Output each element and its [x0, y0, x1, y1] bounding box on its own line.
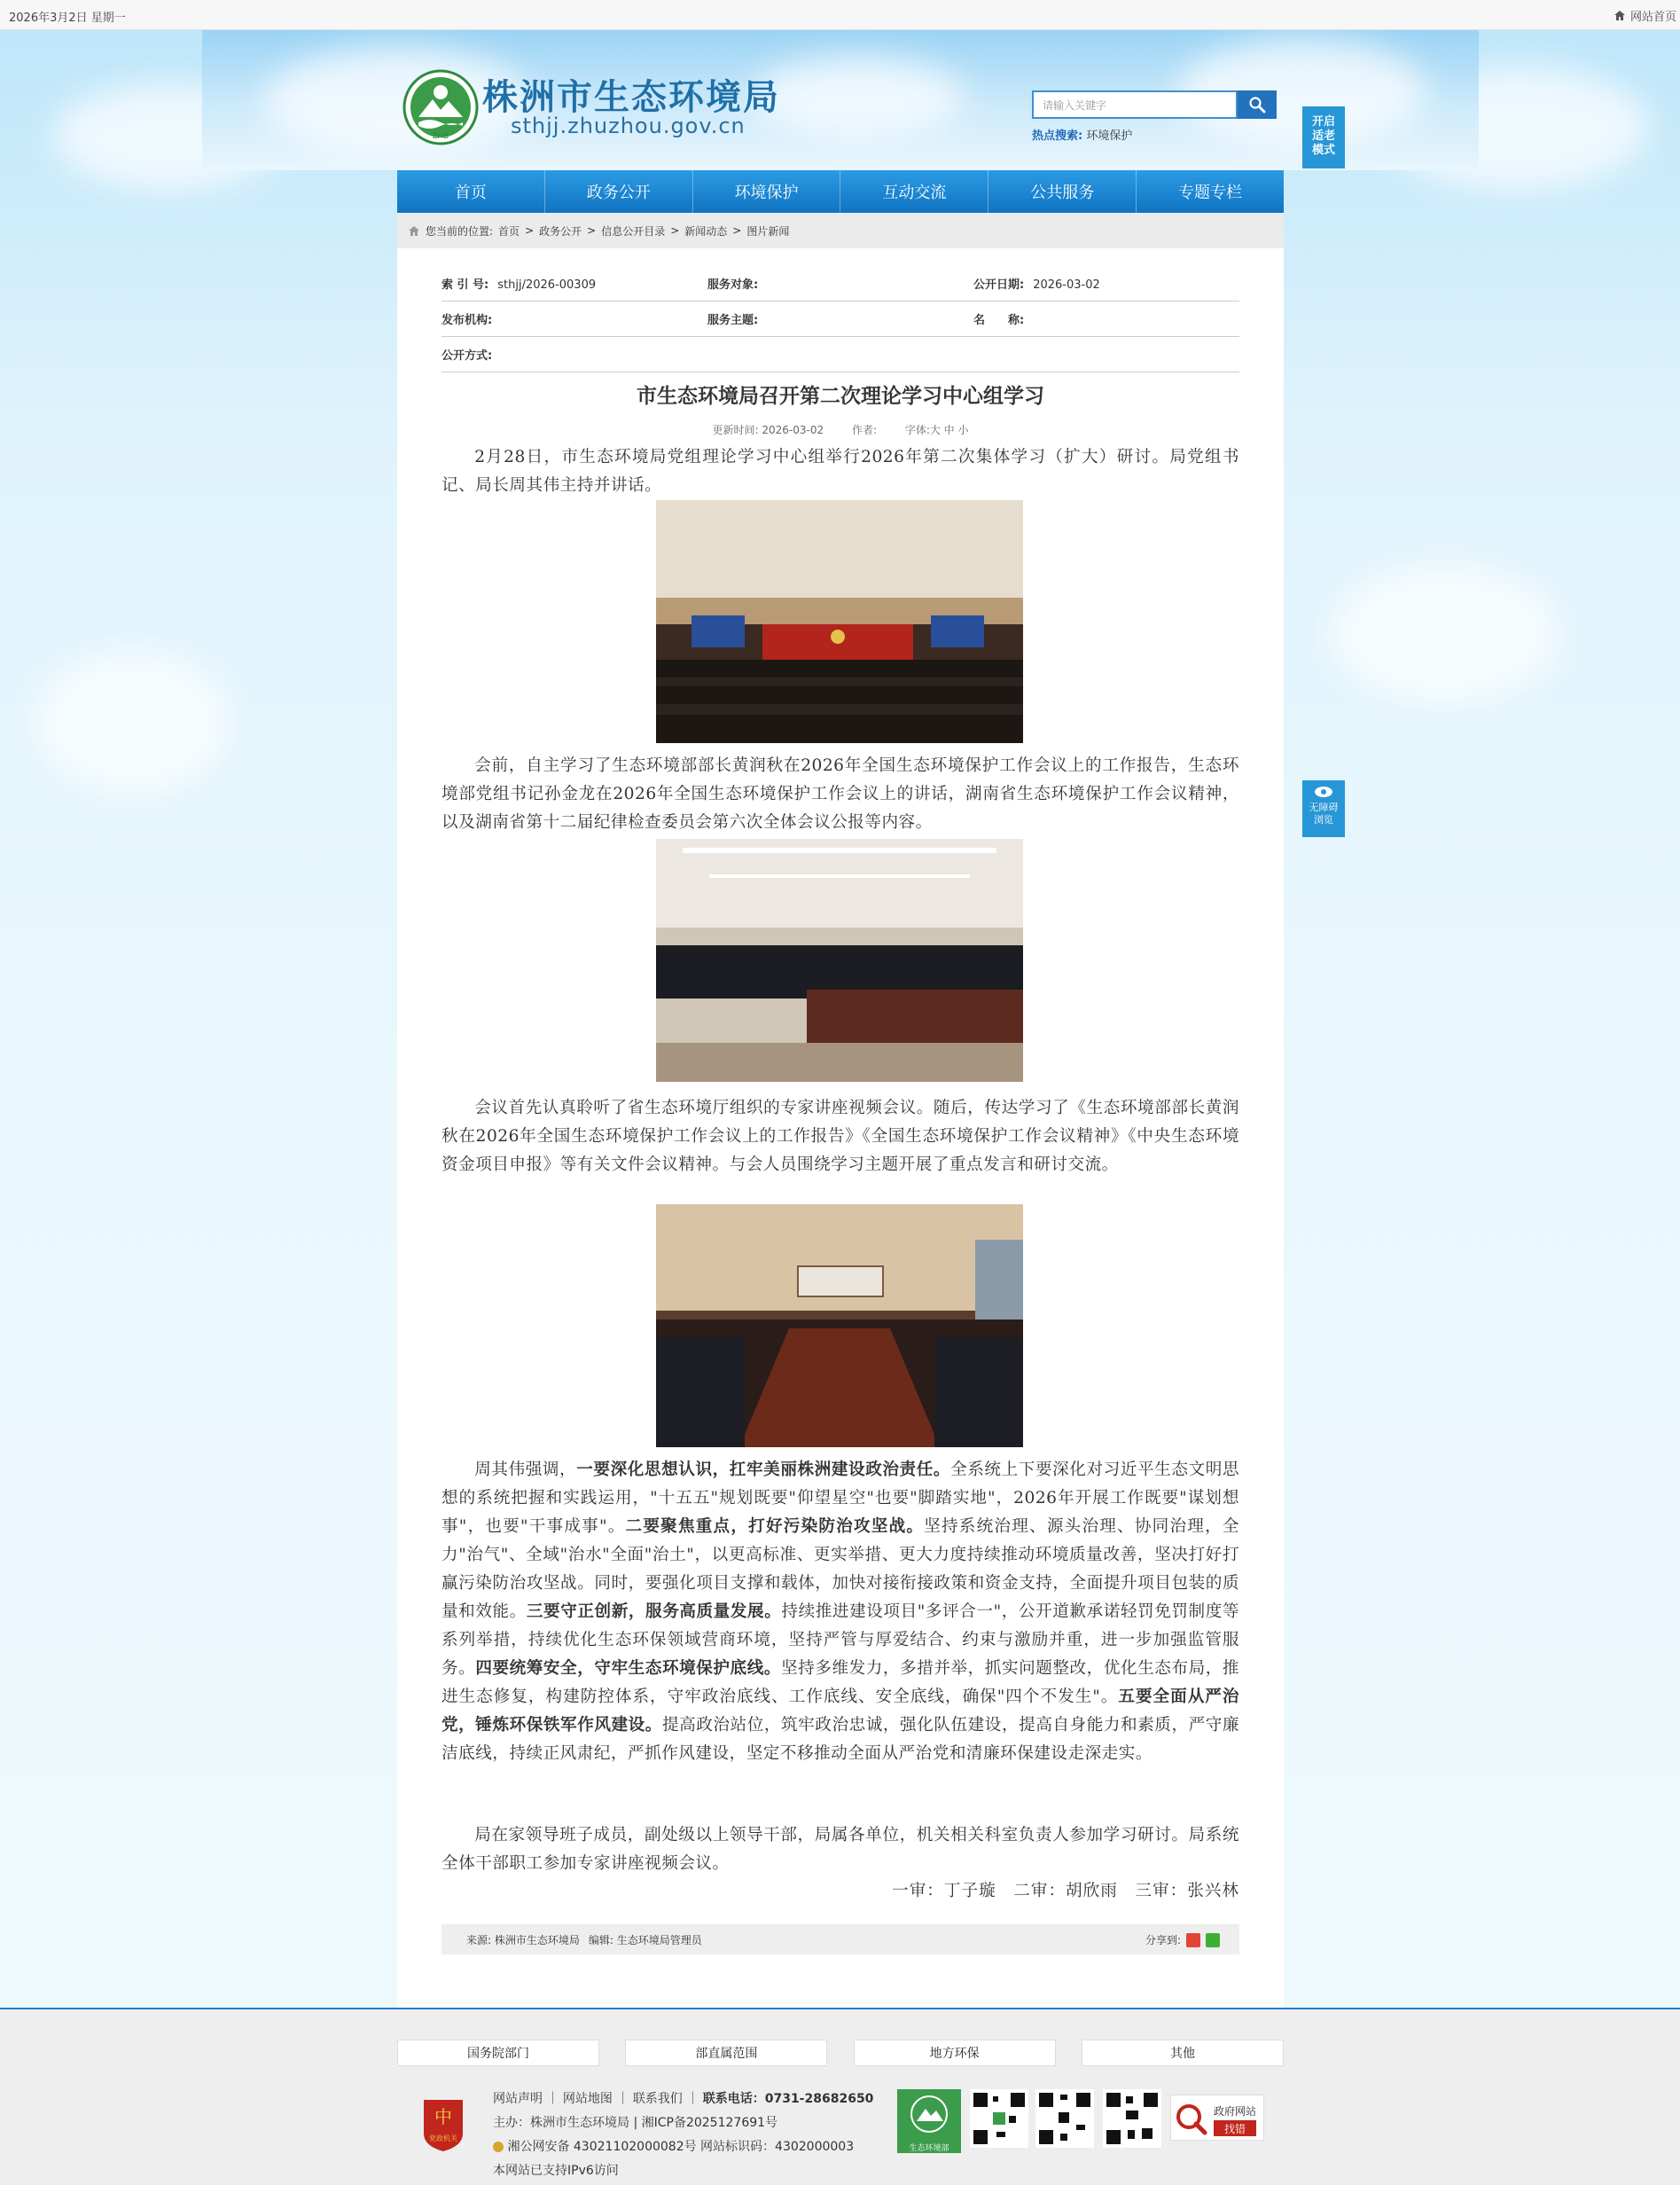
article-updated: 更新时间: 2026-03-02 — [712, 424, 824, 436]
elder-mode-button[interactable] — [1302, 106, 1345, 168]
nav-interaction[interactable]: 互动交流 — [840, 170, 988, 213]
svg-text:政府网站: 政府网站 — [1213, 2105, 1257, 2118]
key-point-text: 周其伟强调， — [474, 1461, 577, 1479]
breadcrumb-separator: > — [732, 224, 742, 237]
key-point-text: 坚持系统治理、源头治理、协同治理，全力"治气"、全域"治水"全面"治土"，以更高标准、更实举措、更大力度持续推动环境质量改善，坚决打好打赢污染防治攻坚战。同时，要强化项目支撑和载体，加快对接衔接政策和资金支持，全面提升项目包装的质量和效能。 — [441, 1517, 1239, 1621]
key-point-heading: 三要守正创新，服务高质量发展。 — [526, 1602, 782, 1621]
hot-search-label: 热点搜索: — [1032, 129, 1083, 143]
breadcrumb-item-photo-news[interactable]: 图片新闻 — [746, 224, 790, 238]
accessible-line2: 浏览 — [1314, 814, 1333, 826]
key-point-heading: 五要全面从严治党，锤炼环保铁军作风建设。 — [441, 1688, 1239, 1735]
nav-env-protection[interactable]: 环境保护 — [693, 170, 841, 213]
breadcrumb-item-gov-affairs[interactable]: 政务公开 — [539, 224, 582, 238]
breadcrumb-separator: > — [525, 224, 535, 237]
key-point-heading: 四要统筹安全，守牢生态环境保护底线。 — [475, 1659, 781, 1678]
article-paragraph: 会议首先认真聆听了省生态环境厅组织的专家讲座视频会议。随后，传达学习了《生态环境部部长黄润秋在2026年全国生态环境保护工作会议上的工作报告》《全国生态环境保护工作会议精神》《中央生态环境资金项目申报》等有关文件会议精神。与会人员围绕学习主题开展了重点发言和研讨交流。 — [441, 1099, 1239, 1174]
source-bar — [441, 1924, 1239, 1954]
hot-search — [1032, 126, 1132, 143]
breadcrumb-separator: > — [587, 224, 597, 237]
footer-phone: 联系电话：0731-28682650 — [702, 2092, 874, 2106]
site-domain: sthjj.zhuzhou.gov.cn — [511, 114, 746, 138]
breadcrumb-prefix: 您当前的位置: — [426, 224, 494, 238]
qr-code-3-icon — [1103, 2089, 1161, 2148]
logo-emblem-icon — [402, 69, 479, 145]
elder-mode-line1: 开启 — [1311, 115, 1335, 129]
footer-statement-link[interactable]: 网站声明 — [493, 2092, 543, 2106]
search-button[interactable] — [1238, 90, 1277, 119]
eye-icon — [1314, 786, 1333, 798]
meta-index-label: 索 引 号: — [441, 278, 489, 292]
article-paragraph-key-points — [441, 1456, 1239, 1768]
gov-site-error-report[interactable] — [1170, 2095, 1264, 2141]
footer-host: 主办：株洲市生态环境局 | 湘ICP备2025127691号 — [493, 2116, 778, 2130]
article-paragraph: 2月28日，市生态环境局党组理论学习中心组举行2026年第二次集体学习（扩大）研讨。局党组书记、局长周其伟主持并讲话。 — [441, 448, 1239, 495]
key-point-heading: 一要深化思想认识，扛牢美丽株洲建设政治责任。 — [576, 1461, 951, 1479]
search-icon — [1248, 96, 1266, 114]
key-point-text: 坚持多维发力，多措并举，抓实问题整改，优化生态布局，推进生态修复，构建防控体系，守牢政治底线、工作底线、安全底线，确保"四个不发生"。 — [441, 1659, 1239, 1706]
qr-code-3 — [1103, 2089, 1161, 2148]
svg-text:中: 中 — [434, 2106, 452, 2127]
party-gov-badge[interactable] — [420, 2096, 466, 2153]
search-box — [1032, 90, 1277, 119]
current-date: 2026年3月2日 星期一 — [9, 12, 126, 25]
elder-mode-line3: 模式 — [1311, 144, 1335, 157]
search-input[interactable] — [1032, 90, 1238, 119]
zhb-footer-text: 生态环境部 — [909, 2144, 949, 2153]
zhb-footer-logo[interactable] — [897, 2089, 961, 2153]
meta-org-label: 发布机构: — [441, 314, 493, 327]
footer-related-links — [397, 2040, 1284, 2066]
weibo-share-icon[interactable] — [1186, 1933, 1200, 1947]
police-icon — [493, 2142, 504, 2152]
qr-code-1-icon — [970, 2089, 1028, 2148]
breadcrumb-item-home[interactable]: 首页 — [498, 224, 520, 238]
article-author: 作者: — [851, 424, 877, 436]
share-label: 分享到: — [1145, 1934, 1181, 1946]
location-home-icon — [408, 225, 420, 237]
meta-index-value: sthjj/2026-00309 — [497, 278, 597, 292]
party-gov-emblem-icon — [420, 2096, 466, 2153]
meta-target-label: 服务对象: — [707, 278, 759, 292]
elder-mode-line2: 适老 — [1311, 129, 1335, 143]
breadcrumb-item-catalog[interactable]: 信息公开目录 — [601, 224, 666, 238]
accessible-line1: 无障碍 — [1309, 802, 1339, 813]
nav-special-topics[interactable]: 专题专栏 — [1178, 184, 1243, 202]
footer-police-line — [493, 2135, 873, 2159]
nav-public-service[interactable]: 公共服务 — [988, 170, 1137, 213]
meta-pubdate-value: 2026-03-02 — [1033, 278, 1100, 292]
error-report-icon — [1171, 2095, 1265, 2142]
qr-code-2-icon — [1035, 2089, 1094, 2148]
nav-home[interactable]: 首页 — [397, 170, 545, 213]
article-editor: 编辑: 生态环境局管理员 — [588, 1933, 702, 1946]
footer-link-ministry[interactable]: 部直属范围 — [625, 2040, 827, 2066]
meta-row — [441, 337, 1239, 372]
home-icon — [1614, 10, 1626, 21]
meta-row — [441, 266, 1239, 302]
wechat-share-icon[interactable] — [1206, 1933, 1220, 1947]
main-nav — [397, 170, 1284, 213]
share-area — [1145, 1932, 1220, 1947]
footer-contact-link[interactable]: 联系我们 — [632, 2092, 683, 2106]
breadcrumb-item-news[interactable]: 新闻动态 — [684, 224, 728, 238]
meta-name-label: 名 称: — [973, 314, 1025, 327]
hot-search-term[interactable]: 环境保护 — [1086, 129, 1133, 143]
meta-pubdate-label: 公开日期: — [973, 278, 1025, 292]
footer-link-local-env[interactable]: 地方环保 — [854, 2040, 1056, 2066]
top-bar — [0, 0, 1680, 30]
review-signature: 一审：丁子璇 二审：胡欣雨 三审：张兴林 — [892, 1882, 1239, 1900]
article-paragraph: 局在家领导班子成员，副处级以上领导干部，局属各单位，机关相关科室负责人参加学习研讨。局系统全体干部职工参加专家讲座视频会议。 — [441, 1826, 1239, 1873]
site-home-label: 网站首页 — [1629, 11, 1676, 24]
meeting-photo-1 — [656, 500, 1023, 743]
footer-link-other[interactable]: 其他 — [1082, 2040, 1284, 2066]
accessible-button[interactable] — [1302, 780, 1345, 837]
search-placeholder: 请输入关键字 — [1043, 98, 1107, 112]
meta-method-label: 公开方式: — [441, 349, 493, 363]
footer-ipv6: 本网站已支持IPv6访问 — [493, 2164, 619, 2178]
footer-line-links: 网站声明 ｜ 网站地图 ｜ 联系我们 ｜ 联系电话：0731-28682650 — [493, 2092, 874, 2106]
footer-sitemap-link[interactable]: 网站地图 — [562, 2092, 613, 2106]
key-point-text: 提高政治站位，筑牢政治忠诚，强化队伍建设，提高自身能力和素质，严守廉洁底线，持续正风肃纪，严抓作风建设，坚定不移推动全面从严治党和清廉环保建设走深走实。 — [441, 1716, 1239, 1763]
svg-text:找错: 找错 — [1223, 2123, 1246, 2135]
key-point-text: 持续推进建设项目"多评合一"，公开道歉承诺轻罚免罚制度等系列举措，持续优化生态环保领域营商环境，坚持严管与厚爱结合、约束与激励并重，进一步加强监管服务。 — [441, 1602, 1239, 1678]
article-subinfo — [397, 422, 1284, 437]
breadcrumb-separator: > — [670, 224, 680, 237]
qr-code-1 — [970, 2089, 1028, 2148]
article-title: 市生态环境局召开第二次理论学习中心组学习 — [637, 385, 1044, 408]
font-size-switch[interactable]: 字体:大 中 小 — [904, 424, 969, 436]
header-banner — [202, 30, 1479, 170]
meta-row — [441, 302, 1239, 337]
qr-code-2 — [1035, 2089, 1094, 2148]
zhb-logo[interactable] — [402, 69, 481, 142]
footer-link-state-council[interactable]: 国务院部门 — [397, 2040, 599, 2066]
svg-text:党政机关: 党政机关 — [429, 2134, 457, 2142]
meeting-photo-3 — [656, 1204, 1023, 1447]
key-point-text: 全系统上下要深化对习近平生态文明思想的系统把握和实践运用，"十五五"规划既要"仰望星空"也要"脚踏实地"，2026年开展工作既要"谋划想事"，也要"干事成事"。 — [441, 1461, 1239, 1536]
article-source: 来源: 株洲市生态环境局 — [466, 1933, 580, 1946]
svg-text:ZHB: ZHB — [433, 131, 449, 140]
meeting-photo-2 — [656, 839, 1023, 1082]
footer-info — [493, 2087, 873, 2183]
meta-topic-label: 服务主题: — [707, 314, 759, 327]
footer-police: 湘公网安备 43021102000082号 网站标识码：4302000003 — [507, 2140, 855, 2154]
article-paragraph: 会前，自主学习了生态环境部部长黄润秋在2026年全国生态环境保护工作会议上的工作报告，生态环境部党组书记孙金龙在2026年全国生态环境保护工作会议上的讲话，湖南省生态环境保护工作会议精神，以及湖南省第十二届纪律检查委员会第六次全体会议公报等内容。 — [441, 756, 1239, 832]
key-point-heading: 二要聚焦重点，打好污染防治攻坚战。 — [625, 1517, 925, 1536]
site-home-link[interactable] — [1614, 7, 1676, 24]
breadcrumb — [397, 213, 1284, 248]
info-meta-table — [441, 266, 1239, 372]
site-name: 株洲市生态环境局 — [482, 77, 780, 118]
nav-gov-affairs[interactable]: 政务公开 — [545, 170, 693, 213]
zhb-footer-emblem-icon — [897, 2089, 961, 2139]
